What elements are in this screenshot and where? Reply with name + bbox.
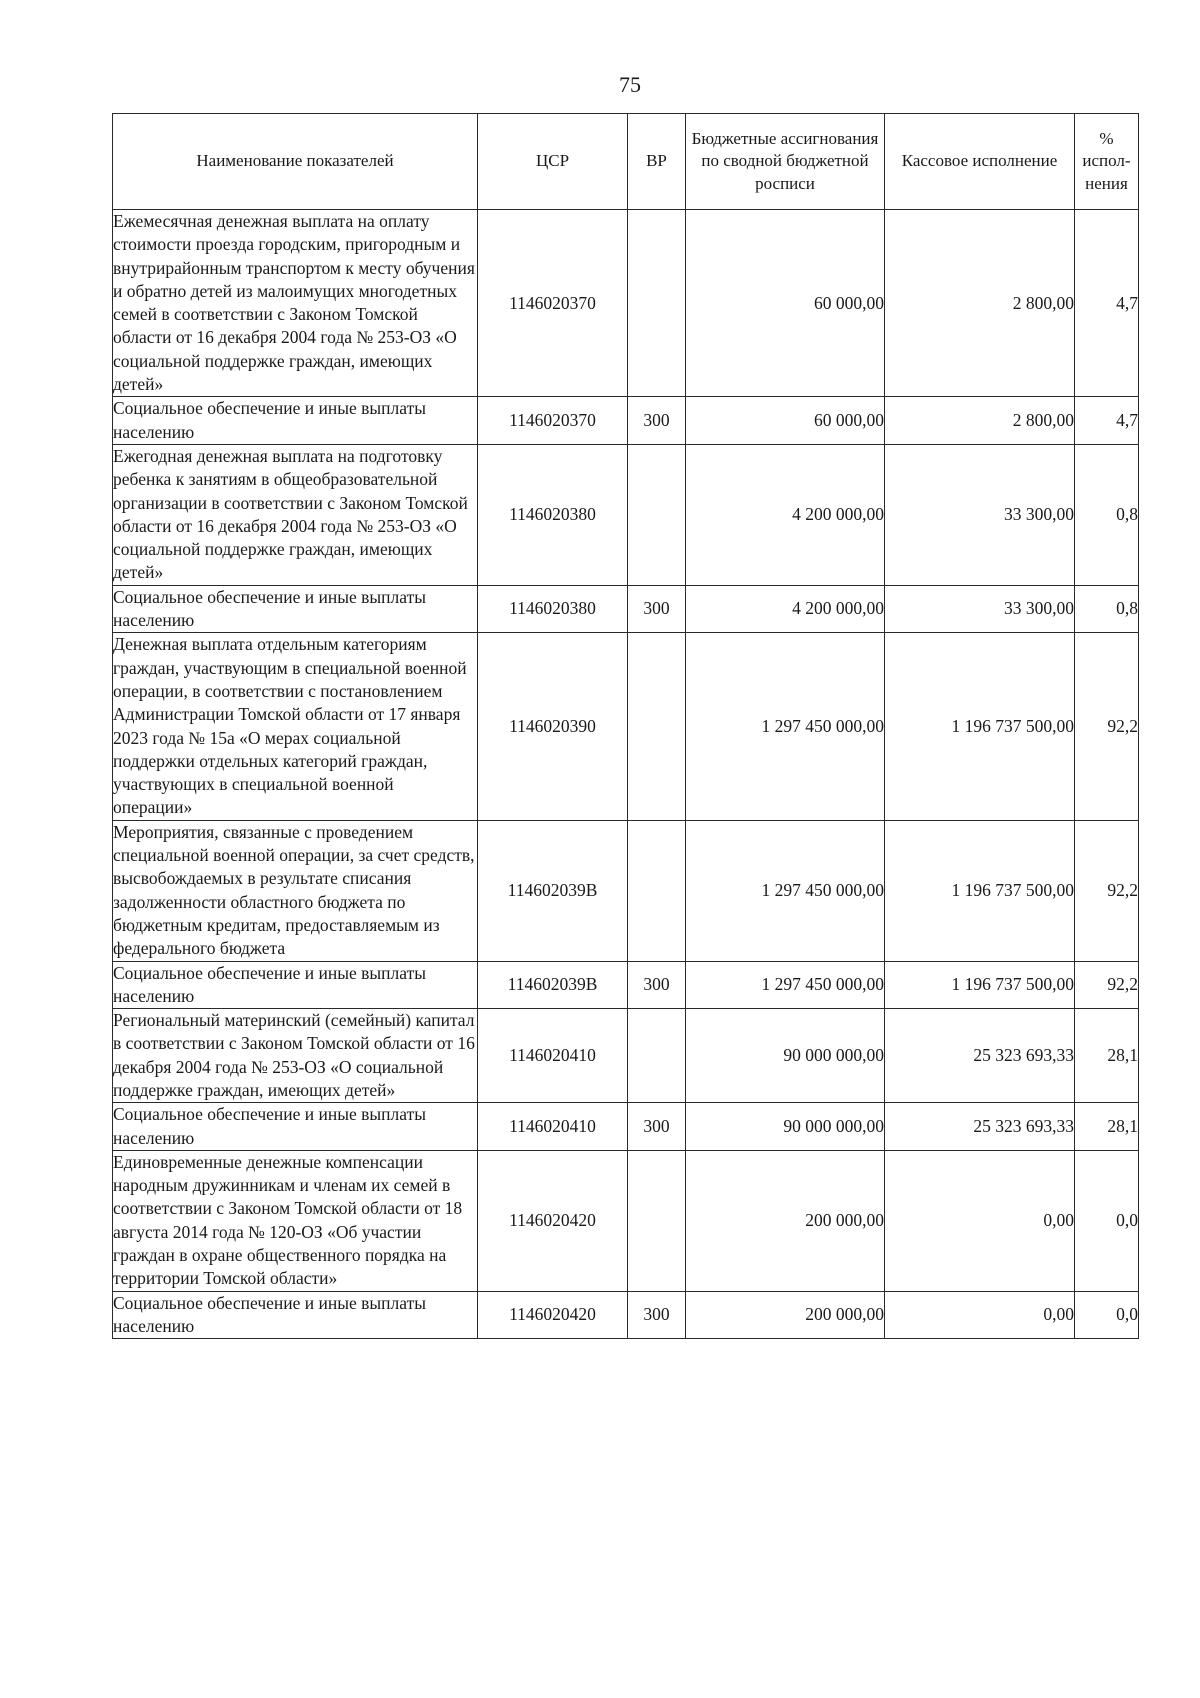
row-percent: 92,2	[1075, 633, 1139, 820]
row-cash: 2 800,00	[885, 397, 1075, 445]
row-percent: 0,8	[1075, 444, 1139, 585]
table-row	[113, 585, 1139, 633]
table-row	[113, 820, 1139, 961]
header-budget-allocations: Бюджетные ассигнования по сводной бюджетной росписи	[686, 114, 885, 210]
row-budget: 1 297 450 000,00	[686, 820, 885, 961]
row-csr: 1146020420	[478, 1291, 628, 1339]
row-budget: 1 297 450 000,00	[686, 961, 885, 1009]
row-budget: 60 000,00	[686, 397, 885, 445]
row-vr	[628, 1150, 686, 1291]
row-percent: 0,0	[1075, 1150, 1139, 1291]
row-csr: 1146020380	[478, 444, 628, 585]
table-row	[113, 397, 1139, 445]
row-budget: 4 200 000,00	[686, 585, 885, 633]
row-percent: 92,2	[1075, 820, 1139, 961]
row-name: Социальное обеспечение и иные выплаты населению	[113, 1103, 478, 1151]
row-csr: 1146020420	[478, 1150, 628, 1291]
row-budget: 4 200 000,00	[686, 444, 885, 585]
row-vr: 300	[628, 397, 686, 445]
row-name: Социальное обеспечение и иные выплаты населению	[113, 961, 478, 1009]
row-cash: 1 196 737 500,00	[885, 961, 1075, 1009]
row-name: Социальное обеспечение и иные выплаты населению	[113, 585, 478, 633]
row-vr	[628, 633, 686, 820]
row-csr: 1146020410	[478, 1103, 628, 1151]
row-vr	[628, 444, 686, 585]
header-cash-execution: Кассовое исполнение	[885, 114, 1075, 210]
row-cash: 0,00	[885, 1150, 1075, 1291]
row-name: Региональный материнский (семейный) капитал в соответствии с Законом Томской области от 16 декабря 2004 года № 253-ОЗ «О социальной поддержке граждан, имеющих детей»	[113, 1009, 478, 1103]
row-budget: 1 297 450 000,00	[686, 633, 885, 820]
row-csr: 1146020380	[478, 585, 628, 633]
table-row	[113, 1291, 1139, 1339]
table-row	[113, 633, 1139, 820]
row-vr	[628, 1009, 686, 1103]
row-cash: 2 800,00	[885, 210, 1075, 397]
row-budget: 200 000,00	[686, 1291, 885, 1339]
row-name: Ежегодная денежная выплата на подготовку ребенка к занятиям в общеобразовательной организации в соответствии с Законом Томской области от 16 декабря 2004 года № 253-ОЗ «О социальной поддержке граждан, имеющих детей»	[113, 444, 478, 585]
row-percent: 92,2	[1075, 961, 1139, 1009]
row-name: Ежемесячная денежная выплата на оплату стоимости проезда городским, пригородным и внутрирайонным транспортом к месту обучения и обратно детей из малоимущих многодетных семей в соответствии с Законом Томской области от 16 декабря 2004 года № 253-ОЗ «О социальной поддержке граждан, имеющих детей»	[113, 210, 478, 397]
row-cash: 1 196 737 500,00	[885, 633, 1075, 820]
row-name: Социальное обеспечение и иные выплаты населению	[113, 1291, 478, 1339]
row-name: Денежная выплата отдельным категориям граждан, участвующим в специальной военной операции, в соответствии с постановлением Администрации Томской области от 17 января 2023 года № 15а «О мерах социальной поддержки отдельных категорий граждан, участвующих в специальной военной операции»	[113, 633, 478, 820]
row-cash: 25 323 693,33	[885, 1009, 1075, 1103]
row-vr: 300	[628, 1103, 686, 1151]
budget-execution-table	[112, 113, 1139, 1339]
table-row	[113, 961, 1139, 1009]
row-budget: 60 000,00	[686, 210, 885, 397]
row-csr: 1146020370	[478, 397, 628, 445]
table-row	[113, 1009, 1139, 1103]
row-csr: 1146020370	[478, 210, 628, 397]
header-vr: ВР	[628, 114, 686, 210]
row-percent: 28,1	[1075, 1009, 1139, 1103]
row-percent: 0,8	[1075, 585, 1139, 633]
row-budget: 200 000,00	[686, 1150, 885, 1291]
table-row	[113, 444, 1139, 585]
row-name: Мероприятия, связанные с проведением специальной военной операции, за счет средств, высвобождаемых в результате списания задолженности областного бюджета по бюджетным кредитам, предоставляемым из федерального бюджета	[113, 820, 478, 961]
row-budget: 90 000 000,00	[686, 1103, 885, 1151]
row-cash: 25 323 693,33	[885, 1103, 1075, 1151]
row-csr: 114602039В	[478, 820, 628, 961]
row-vr	[628, 820, 686, 961]
row-cash: 33 300,00	[885, 444, 1075, 585]
row-csr: 114602039В	[478, 961, 628, 1009]
row-cash: 0,00	[885, 1291, 1075, 1339]
row-percent: 4,7	[1075, 397, 1139, 445]
row-vr	[628, 210, 686, 397]
header-execution-percent: % испол-нения	[1075, 114, 1139, 210]
row-csr: 1146020410	[478, 1009, 628, 1103]
row-percent: 4,7	[1075, 210, 1139, 397]
row-vr: 300	[628, 1291, 686, 1339]
header-name: Наименование показателей	[113, 114, 478, 210]
row-name: Единовременные денежные компенсации народным дружинникам и членам их семей в соответствии с Законом Томской области от 18 августа 2014 года № 120-ОЗ «Об участии граждан в охране общественного порядка на территории Томской области»	[113, 1150, 478, 1291]
row-name: Социальное обеспечение и иные выплаты населению	[113, 397, 478, 445]
row-vr: 300	[628, 585, 686, 633]
page-number: 75	[619, 72, 641, 97]
row-csr: 1146020390	[478, 633, 628, 820]
row-vr: 300	[628, 961, 686, 1009]
table-row	[113, 1103, 1139, 1151]
table-row	[113, 210, 1139, 397]
row-percent: 0,0	[1075, 1291, 1139, 1339]
row-cash: 1 196 737 500,00	[885, 820, 1075, 961]
row-budget: 90 000 000,00	[686, 1009, 885, 1103]
header-csr: ЦСР	[478, 114, 628, 210]
table-header-row	[113, 114, 1139, 210]
row-cash: 33 300,00	[885, 585, 1075, 633]
row-percent: 28,1	[1075, 1103, 1139, 1151]
table-row	[113, 1150, 1139, 1291]
